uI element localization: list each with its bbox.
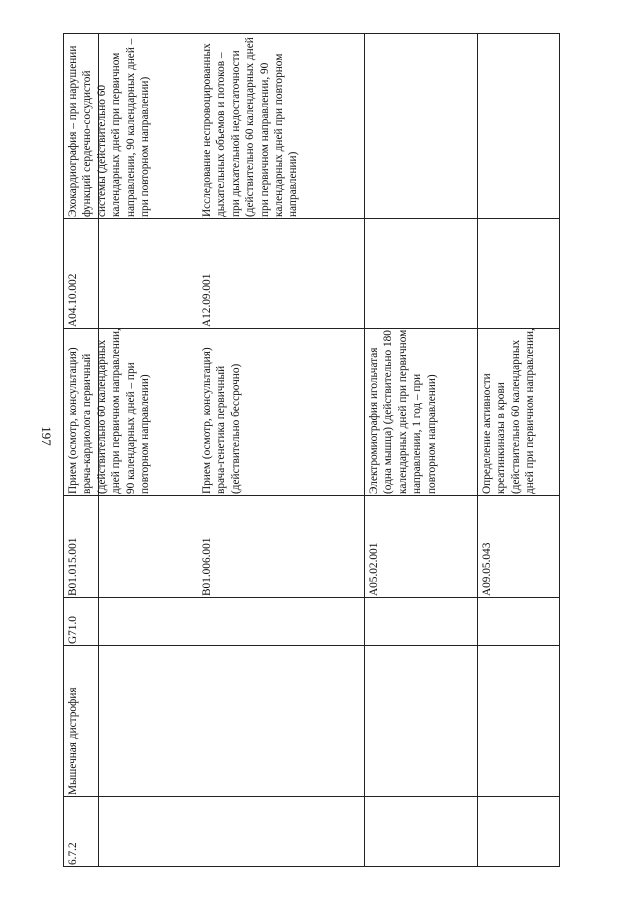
diagnostic-name: Исследование неспровоцированных дыхательных объемов и потоков – при дыхательной недостаточности (действительно 60 календарных дней при первичном направлении, 90 календарных дней при повторном направлении) (201, 37, 300, 217)
service-name: Электромиография игольчатая (одна мышца) (действительно 180 календарных дней при первичном направлении, 1 год – при повторном направлении) (368, 329, 438, 494)
service-code: B01.006.001 (201, 537, 213, 596)
table-border-left (63, 33, 64, 867)
service-name: Прием (осмотр, консультация) врача-генетика первичный (действительно бессрочно) (201, 347, 242, 494)
diagnostic-code (366, 218, 477, 328)
disease-name: Мышечная дистрофия (67, 687, 79, 795)
service-code: A09.05.043 (481, 542, 493, 596)
row-number: 6.7.2 (67, 842, 79, 865)
page-number: 197 (39, 426, 54, 446)
service-name: Прием (осмотр, консультация) врача-кардиолога первичный (действительно 60 календарных дней при первичном направлении, 90 календарных дней – при повторном направлении) (67, 328, 152, 494)
diagnostic-code (479, 218, 559, 328)
table-line-2 (364, 33, 365, 867)
diagnostic-code: A04.10.002 (67, 273, 79, 327)
col-rule-num (63, 796, 560, 797)
diagnostic-name: Эхокардиография – при нарушении функций сердечно-сосудистой системы (действительно 60 календарных дней при первичном направлении, 90 календарных дней – при повторном направлении) (67, 38, 152, 217)
col-rule-disease (63, 645, 560, 646)
service-code: A05.02.001 (368, 542, 380, 596)
service-code: B01.015.001 (67, 537, 79, 596)
diagnostic-name (479, 33, 559, 218)
service-name: Определение активности креатинкиназы в крови (действительно 60 календарных дней при первичном направлении, (481, 328, 537, 494)
diagnostic-code: A12.09.001 (201, 273, 213, 327)
table-line-3 (477, 33, 478, 867)
table-border-bottom (63, 866, 560, 867)
table-border-right (559, 33, 560, 867)
diagnostic-name (366, 33, 477, 218)
icd-code: G71.0 (67, 616, 79, 644)
col-rule-icd (63, 597, 560, 598)
